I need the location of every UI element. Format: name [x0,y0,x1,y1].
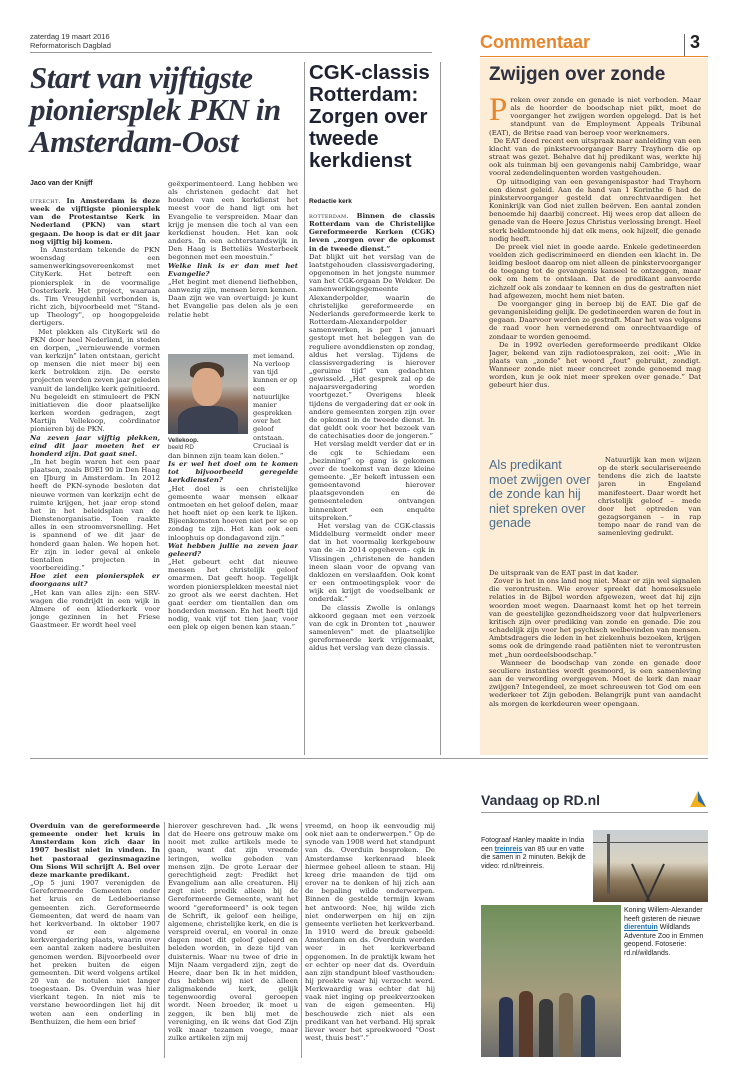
interview-answer: „Het doel is een christelijke gemeente waar mensen elkaar ontmoeten en het geloof delen, maar het hoeft niet op een kerk te lijken. Bijeenkomsten hoeven niet per se op zondag te zijn. Het kan ook een inloophuis op dondagavond zijn.” [168,484,298,542]
dierentuin-link[interactable]: dierentuin [624,924,658,932]
article1-column-2-side [253,352,298,450]
article1-dateline: utrecht. [30,197,62,205]
commentary-paragraph: Wanneer de boodschap van zonde en genade door seculiere instanties wordt gesmoord, is een samenleving aan de verwording overgegeven. Moet de kerk dan maar zwijgen? Integendeel, ze moet schreeuwen tot God om een wederkeer tot Zijn geboden. Belangrijk punt van aandacht als morgen de kerkdeuren weer opengaan. [489,658,701,708]
interview-answer: dan binnen zijn team kan delen.” [168,452,284,460]
treinreis-link[interactable]: treinreis [494,845,523,853]
commentary-paragraph: De in 1992 overleden gereformeerde predikant Okke Jager, bekend van zijn radiotoespraken, zei ooit: „Wie in plaats van „zonde” het woord „fout” gebruikt, zondigt. Wanneer zonde niet meer concreet zonde genoemd mag worden, kun je ook niet meer spreken over genade.” Dat gebeurt hier dus. [489,340,701,390]
column-divider [440,62,441,755]
wildlands-opening-photo[interactable] [481,905,621,1057]
commentary-paragraph: reken over zonde en genade is niet verboden. Maar als de hoorder de boodschap niet pikt, moet de voorganger het zwijgen worden opgelegd. Dat is het standpunt van de Employment Appeals Tribunal (EAT), de Britse raad van beroep voor werknemers. [489,96,701,137]
rd-item-zoo: Koning Willem-Alexander heeft gisteren de nieuwe dierentuin Wildlands Adventure Zoo in Emmen geopend. Fotoserie: rd.nl/wildlands. [624,907,704,957]
interview-question: Welke link is er dan met het Evangelie? [168,261,298,278]
page-number: 3 [690,32,701,52]
article2-paragraph: Dat blijkt uit het verslag van de laatstgehouden classisvergadering, opgenomen in het jongste nummer van het CGK-orgaan De Wekker. De samenwerkingsgemeente Alexanderpolder, waarin de christelijke gereformeerde en Nederlands gereformeerde kerk te Rotterdam-Alexanderpolder samenwerken, is per 1 januari gestopt met het beleggen van de reguliere avonddiensten op zondag, aldus het verslag. Tijdens de classisvergadering is hierover „geruime tijd” van gedachten gewisseld. „Het gesprek zal op de najaarsvergadering worden voortgezet.” Overigens bleek tijdens de vergadering dat er ook in andere gemeenten zorgen zijn over de opkomst in de tweede dienst. In dat geldt ook voor het bezoek van de catechisaties door de jongeren.” [309,252,435,441]
interview-question: Na zeven jaar vijftig plekken, eind dit jaar moeten het er honderd zijn. Dat gaat snel. [30,433,160,458]
article2-paragraph: Het verslag meldt verder dat er in de cgk te Schiedam een „bezinning” op gang is gekomen over de toekomst van deze kleine gemeente. „Er bekeft intussen een gemeentavond hierover plaatsgevonden en de gemeenteleden ontvangen binnenkort een enquête uitspreken.” [309,440,435,522]
commentary-paragraph: De voorganger ging in beroep bij de EAT. Die gaf de gevangenisleiding gelijk. De gedetineerden waren de fout in gegaan. Daarvoor werden ze gestraft. Maar het was volgens de raad voor hen vernederend om onrechtvaardige of zondaar te worden genoemd. [489,299,701,341]
caption-credit: beeld RD [168,444,194,452]
commentary-body-bottom [489,569,701,755]
article3-column-1 [30,822,160,1058]
interview-answer: met iemand. Na verloop van tijd kunnen er op een natuurlijke manier gesprekken over het geloof ontstaan. Cruciaal is [253,352,298,450]
column-divider [164,822,165,1058]
rd-item-train: Fotograaf Hanley maakte in India een treinreis van 85 uur en vatte die samen in 2 minuten. Bekijk de video: rd.nl/treinreis. [481,837,586,870]
article3-column-2 [168,822,298,1058]
article2-body [309,212,435,755]
photo-caption [168,437,248,452]
caption-name: Vellekoop. [168,437,199,444]
rd-online-heading[interactable]: Vandaag op RD.nl [481,792,601,808]
commentary-paragraph: Op uitnodiging van een gevangenispastor had Trayhorn een dienst geleid. Aan de hand van 1 Korinthe 6 had de pinkstervoorganger gesteld dat onrechtvaardigen het Koninkrijk van God niet zullen beërven. Een aantal zonden benoemde hij daarbij concreet. Hij wees erop dat alleen de genade van de Heere Jezus Christus verlossing brengt. Heel sterk beklemtoonde hij dat elk mens, ook hijzelf, die genade nodig heeft. [489,177,701,243]
article1-paragraph: Met plekken als CityKerk wil de PKN door heel Nederland, in steden en dorpen, „vernieuwende vormen van kerkzijn” laten ontstaan, gericht op mensen die niet meer bij een kerk betrokken zijn. De eerste projecten werden zeven jaar geleden vanuit de landelijke kerk geïnitieerd. Nu begeleidt en stimuleert de PKN initiatieven die door plaatselijke kerken worden gedragen, zegt Martijn Vellekoop, coördinator pionieren bij de PKN. [30,327,160,434]
article1-paragraph: In Amsterdam tekende de PKN woensdag een samenwerkingsovereenkomst met CityKerk. Het betreft een pioniersplek in de voormalige Oosterkerk. Het project, waaraan ds. Tim Vreugdenhil verbonden is, richt zich, bijvoorbeeld met "Stand-up Theology", op hoogopgeleide dertigers. [30,245,160,328]
rd-divider [481,812,708,813]
article1-paragraph: geëxperimenteerd. Lang hebben we als christenen gedacht dat het houden van een kerkdienst het meest voor de hand ligt om het Evangelie te verspreiden. Maar dan krijg je mensen die toch al van een kerkdienst houden. Het kan ook anders. In een achterstandswijk in Den Haag is Betteliës Westerbeek begonnen met een moestuin.” [168,180,298,262]
page-header [30,32,111,50]
drop-cap: P [489,96,508,128]
train-journey-photo[interactable] [593,830,708,902]
article3-paragraph: „Op 5 juni 1907 verenigden de Gereformeerde Gemeenten onder het kruis en de Ledeboerianse gemeenten zich. Gereformeerde Gemeenten, dat werd de naam van het kerkverband. In oktober 1907 vond er een algemene kerkvergadering plaats, waarin over een aantal zaken nadere besluiten genomen werden. Bijvoorbeeld over het preken buiten de eigen gemeenten. Dit werd volgens artikel 20 van de notulen niet langer toegestaan. Ds. Overduin was hier vierkant tegen. In niet mis te verstane bewoordingen liet hij dit weten aan een onderling in Benthuizen, die hem een brief [30,879,160,1026]
article1-column-1 [30,197,160,755]
commentary-body-side [598,456,701,568]
article2-dateline: rotterdam. [309,212,349,220]
commentary-paragraph: De uitspraak van de EAT past in dat kader. [489,569,639,577]
article3-paragraph: hierover geschreven had. „Ik wens dat de Heere ons getrouw make om nooit met zulke artikels mede te gaan, want dat zijn vreemde leringen, welke geboden van mensen zijn. De grote Leraar der gerechtigheid zegt: Predikt het Evangelium aan alle creaturen. Hij zegt niet: predik alleen bij de Gereformeerde Gemeente, want het woord "gereformeerd" is ook tegen de Schrift, ik geloof een heilige, algemene, christelijke kerk, en die is verspreid overal, en vooral in onze dagen moet dit geloof geleerd en beleden worden, in deze tijd van duisternis. Waar nu twee of drie in Mijn Naam vergaderd zijn, zegt de Heere, daar ben Ik in het midden, dus hebben wij niet de alleen zaligmakende kerk, gelijk tegenwoordig overal geroepen wordt. Neen broeder, ik moet u zeggen, ik ben blij met de vereniging, en ik wens dat God Zijn volk maar tezamen voege, maar zulke artikelen zijn mij [168,822,298,1043]
interview-question: Is er wel het doel om te komen tot bijvoorbeeld geregelde kerkdiensten? [168,460,298,485]
newspaper-name: Reformatorisch Dagblad [30,41,111,50]
article3-paragraph: vreemd, en hoop ik eenvoudig mij ook niet aan te onderwerpen.” Op de synode van 1908 werd het standpunt van ds. Overduin besproken. De Amsterdamse kerkenraad bleek hiermee geheel alleen te staan. Hij kreeg drie maanden de tijd om erover na te denken of hij zich aan de bepaling wilde onderwerpen. Binnen de gestelde termijn kwam het antwoord: Nee, hij wilde zich niet onderwerpen en hij en zijn gemeente verlieten het kerkverband. In 1910 werd de breuk gebeeld: Amsterdam en ds. Overduin werden weer in het kerkverband opgenomen. In de praktijk kwam het er echter op neer dat ds. Overduin aan zijn standpunt bleef vasthouden: hij preekte waar hij verzocht werd. Merkwaardig was echter dat hij vaak niet inging op preekverzoeken van de eigen gemeenten. Hij beschouwde zich niet als een predikant van het verband. Hij sprak liever weer het spreekwoord "Oost west, thuis best".” [305,822,435,1043]
column-divider [301,822,302,1058]
commentary-paragraph: De EAT deed recent een uitspraak naar aanleiding van een klacht van de pinkstervoorganger Barry Trayhorn die op straat was gezet. Behalve dat hij predikant was, werkte hij ook als tuinman bij een gevangenis nabij Cambridge, waar vooral zedendelinquenten worden vastgehouden. [489,136,701,178]
issue-date: zaterdag 19 maart 2016 [30,32,110,41]
article1-lead: In Amsterdam is deze week de vijftigste pioniersplek van de Protestantse Kerk in Nederland (PKN) van start gegaan. De hoop is dat er dit jaar nog vijftig bij komen. [30,197,160,246]
column-divider [304,62,305,755]
interview-answer: „Het begint met dienend liefhebben, aanwezig zijn, mensen leren kennen. Daan zijn we van overtuigd: je kunt het Evangelie pas delen als je een relatie hebt [168,277,298,319]
commentary-paragraph: De preek viel niet in goede aarde. Enkele gedetineerden voelden zich gediscrimineerd en dienden een klacht in. De leiding besloot daarop om niet alleen de pinkstervoorganger de toegang tot de gevangenis kanseel te ontzeggen, maar ook om hem te ontslaan. Dat de predikant aanvoerde zichzelf ook als zondaar te kennen en dus de gestraften niet had afgewezen, mocht hem niet baten. [489,242,701,300]
article2-paragraph: De classis Zwolle is onlangs akkoord gegaan met een verzoek van de cgk in Dronten tot „nauwer samenleven” met de plaatselijke gereformeerde kerk vrijgemaakt, aldus het verslag van deze classis. [309,603,435,653]
commentary-paragraph: Natuurlijk kan men wijzen op de sterk secularisereende tendens die zich de laatste jaren in Engeland manifesteert. Daar wordt het christelijk geloof – mede door het optreden van gezagsorganen – in rap tempo naar de rand van de samenleving gedrukt. [598,456,701,538]
header-divider [30,52,432,53]
pull-quote: Als predikant moet zwijgen over de zonde kan hij niet spreken over genade [489,458,591,531]
header-separator [684,34,685,56]
commentary-rule [480,56,708,57]
article2-paragraph: Het verslag van de CGK-classis Middelburg vermeldt onder meer dat in het voormalig kerkgebouw van de –in 2014 opgeheven– cgk in Vlissingen „christenen de handen ineen slaan voor de opvang van daklozen en verslaafden. Ook komt er een ontmoetingsplek voor de wijk en krijgt de voedselbank er onderdak.” [309,521,435,604]
rd-logo-icon [688,789,708,809]
article1-headline[interactable]: Start van vijftigste pioniersplek PKN in Amsterdam-Oost [30,60,281,159]
section-title-commentaar: Commentaar [480,32,591,52]
interview-question: Hoe ziet een pioniersplek er doorgaans uit? [30,572,160,589]
commentary-paragraph: Zover is het in ons land nog niet. Maar er zijn wel signalen die verontrusten. Wie erover spreekt dat homoseksuele relaties in de Bijbel worden afgewezen, weet dat hij zijn woorden moet wegen. Daarnaast komt het op het terrein van de geestelijke gezondheidszorg voor dat hulpverleners kritisch zijn over prediking van zonde en genade. Die zou schadelijk zijn voor het psychisch welbevinden van mensen. Ambtsdragers die leden in het ziekenhuis bezoeken, krijgen soms ook de dringende raad patiënten niet te verontrusten met „hun oordeelsboodschap.” [489,577,701,659]
commentary-title[interactable]: Zwijgen over zonde [489,64,666,85]
vellekoop-portrait[interactable] [168,354,248,434]
article2-lead: Binnen de classis Rotterdam van de Christelijke Gereformeerde Kerken (CGK) leven „zorgen over de opkomst in de tweede dienst.” [309,212,435,253]
article2-byline: Redactie kerk [309,198,352,205]
interview-question: Wat hebben jullie na zeven jaar geleerd? [168,541,298,558]
article1-byline: Jaco van der Knijff [30,180,93,187]
article2-headline[interactable]: CGK-classis Rotterdam: Zorgen over tweede kerkdienst [309,61,430,172]
article1-column-2-top [168,180,298,352]
interview-answer: „In het begin waren het een paar plaatsen, zoals BOEI 90 in Den Haag en IJburg in Amsterdam. In 2012 heeft de PKN-synode besloten dat nieuwe vormen van kerkzijn echt de ruimte krijgen, het jaar erop stond het in het beleidsplan van de Dienstenorganisatie. Toen raakte alles in een stroomversnelling. Het is spannend of we dit jaar de honderd gaan halen. We hopen het. Er zijn in ieder geval al enkele tientallen projecten in voorbereiding.” [30,458,160,573]
section-divider [30,758,708,759]
interview-answer: „Het kan van alles zijn: een SRV-wagen die rondrijdt in een wijk in Almere of een kliederkerk voor jonge gezinnen in het Friese Gaastmeer. Er wordt heel veel [30,588,160,630]
article3-column-3 [305,822,435,1058]
article1-column-2-bottom [168,452,298,755]
article3-lead: Overduin van de gereformeerde gemeente onder het kruis in Amsterdam kon zich daar in 1907 beslist niet in vinden. In het pastoraal gezinsmagazine Om Sions Wil schrijft A. Bel over deze markante predikant. [30,822,160,879]
interview-answer: „Het gebeurt echt dat nieuwe mensen het christelijk geloof omarmen. Dat geeft hoop. Tegelijk worden pioniersplekken meestal niet zo groot als we eerst dachten. Het gaat eerder om tientallen dan om honderden mensen. En het heeft tijd nodig, vaak vijf tot tien jaar, voor een plek op eigen benen kan staan.” [168,558,298,632]
